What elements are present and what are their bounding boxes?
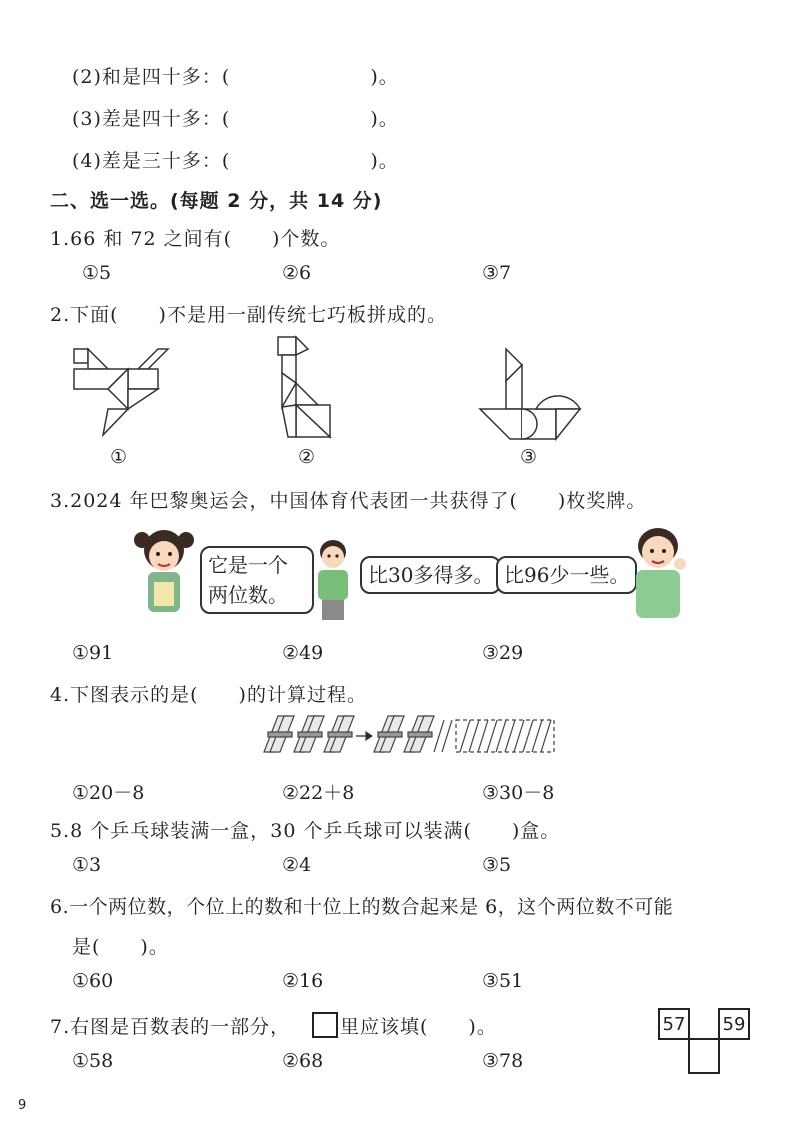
q5-option-1: ①3 (72, 854, 102, 876)
q7-option-3: ③78 (482, 1050, 524, 1072)
q2-figure-label-1: ① (110, 446, 128, 468)
question-line-4: (4)差是三十多：( )。 (72, 150, 399, 172)
question-6-line-1: 6.一个两位数，个位上的数和十位上的数合起来是 6，这个两位数不可能 (50, 896, 674, 918)
q1-option-1: ①5 (82, 262, 112, 284)
speech-bubble-boy-2: 比96少一些。 (496, 556, 637, 594)
girl-illustration (132, 526, 196, 618)
q3-option-1: ①91 (72, 642, 114, 664)
question-7-part-a: 7.右图是百数表的一部分， (50, 1016, 291, 1038)
boy-illustration-2 (622, 524, 692, 622)
speech-bubble-girl: 它是一个两位数。 (200, 546, 314, 614)
speech-bubble-boy-1: 比30多得多。 (360, 556, 501, 594)
tangram-figure-1 (68, 345, 178, 440)
blank-box (312, 1012, 338, 1038)
section-title: 二、选一选。(每题 2 分，共 14 分) (50, 190, 383, 212)
question-3: 3.2024 年巴黎奥运会，中国体育代表团一共获得了( )枚奖牌。 (50, 490, 647, 512)
q3-option-3: ③29 (482, 642, 524, 664)
q5-option-2: ②4 (282, 854, 312, 876)
q5-option-3: ③5 (482, 854, 512, 876)
q3-option-2: ②49 (282, 642, 324, 664)
q1-option-2: ②6 (282, 262, 312, 284)
q2-figure-label-3: ③ (520, 446, 538, 468)
q2-figure-label-2: ② (298, 446, 316, 468)
question-7-part-b: 里应该填( )。 (340, 1016, 497, 1038)
q6-option-3: ③51 (482, 970, 524, 992)
q4-option-2: ②22＋8 (282, 782, 355, 804)
grid-cell-below (689, 1039, 719, 1073)
q6-option-2: ②16 (282, 970, 324, 992)
counting-sticks-illustration (258, 712, 560, 760)
question-line-2: (2)和是四十多：( )。 (72, 66, 399, 88)
question-line-3: (3)差是四十多：( )。 (72, 108, 399, 130)
grid-cell-57: 57 (659, 1009, 689, 1039)
grid-cell-blank (689, 1009, 719, 1039)
q1-option-3: ③7 (482, 262, 512, 284)
question-1: 1.66 和 72 之间有( )个数。 (50, 228, 341, 250)
q7-option-2: ②68 (282, 1050, 324, 1072)
question-4: 4.下图表示的是( )的计算过程。 (50, 684, 367, 706)
question-6-line-2: 是( )。 (72, 936, 169, 958)
boy-illustration-1 (310, 536, 356, 622)
grid-cell-59: 59 (719, 1009, 749, 1039)
hundred-chart-fragment (658, 1008, 750, 1074)
q4-option-1: ①20－8 (72, 782, 145, 804)
tangram-figure-2 (268, 333, 348, 443)
question-5: 5.8 个乒乓球装满一盒，30 个乒乓球可以装满( )盒。 (50, 820, 561, 842)
q7-option-1: ①58 (72, 1050, 114, 1072)
q4-option-3: ③30－8 (482, 782, 555, 804)
question-2: 2.下面( )不是用一副传统七巧板拼成的。 (50, 304, 447, 326)
page-number: 9 (18, 1098, 27, 1113)
q6-option-1: ①60 (72, 970, 114, 992)
tangram-figure-3 (476, 345, 586, 445)
